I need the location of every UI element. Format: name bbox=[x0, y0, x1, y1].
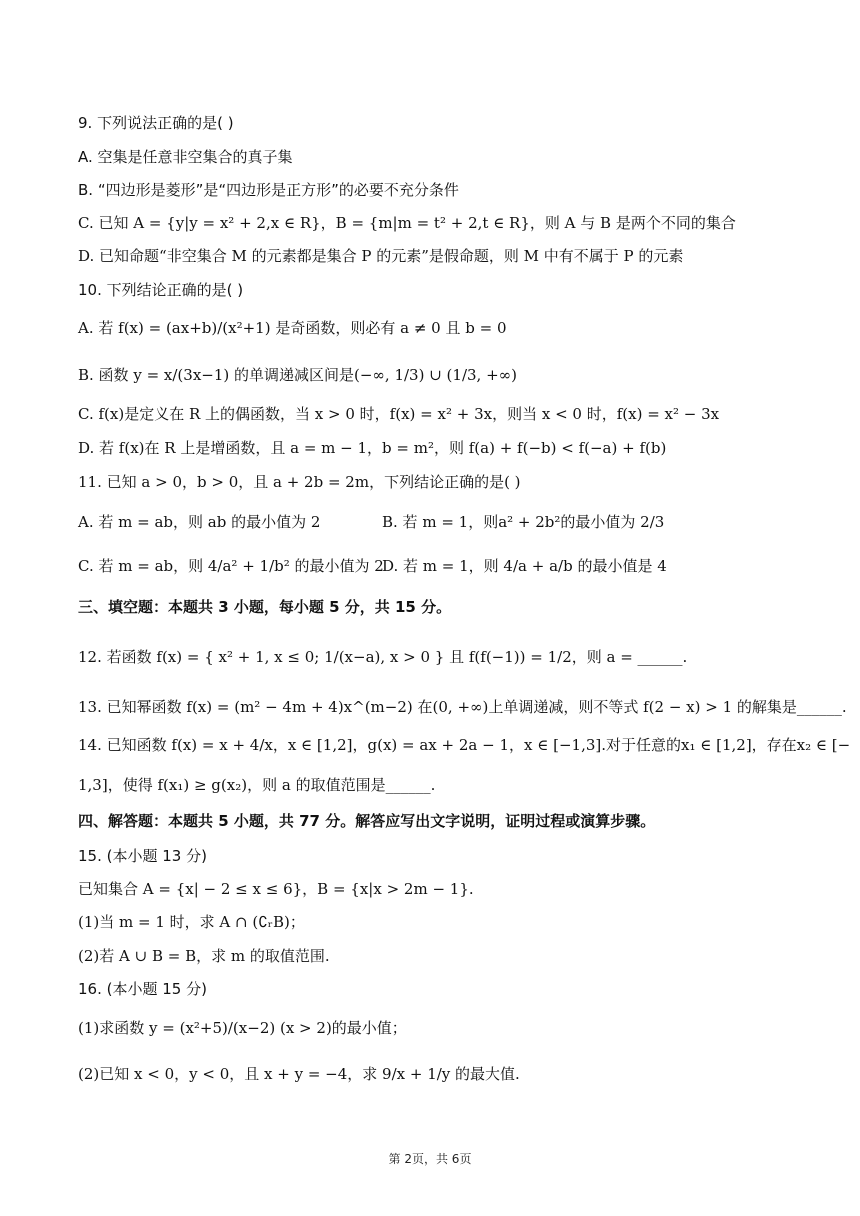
question-16-header: 16. (本小题 15 分) bbox=[78, 980, 207, 998]
section-3-heading: 三、填空题：本题共 3 小题，每小题 5 分，共 15 分。 bbox=[78, 598, 452, 616]
q10-option-a: A. 若 f(x) = (ax+b)/(x²+1) 是奇函数，则必有 a ≠ 0 且 b = 0 bbox=[78, 319, 507, 337]
question-9: 9. 下列说法正确的是( ) bbox=[78, 114, 234, 132]
question-15-part-2: (2)若 A ∪ B = B，求 m 的取值范围. bbox=[78, 947, 330, 965]
q11-option-a: A. 若 m = ab，则 ab 的最小值为 2 bbox=[78, 513, 321, 531]
q9-option-c: C. 已知 A = {y|y = x² + 2,x ∈ R}，B = {m|m = t² + 2,t ∈ R}，则 A 与 B 是两个不同的集合 bbox=[78, 214, 736, 232]
question-15-part-1: (1)当 m = 1 时，求 A ∩ (∁ᵣB)； bbox=[78, 913, 305, 931]
question-11: 11. 已知 a > 0，b > 0，且 a + 2b = 2m，下列结论正确的是( ) bbox=[78, 473, 521, 491]
page-footer: 第 2页，共 6页 bbox=[388, 1152, 472, 1166]
question-15-header: 15. (本小题 13 分) bbox=[78, 847, 207, 865]
question-12: 12. 若函数 f(x) = { x² + 1, x ≤ 0; 1/(x−a), x > 0 } 且 f(f(−1)) = 1/2，则 a = ______. bbox=[78, 648, 688, 666]
question-14-line-2: 1,3]，使得 f(x₁) ≥ g(x₂)，则 a 的取值范围是______. bbox=[78, 776, 436, 794]
q9-option-b: B. “四边形是菱形”是“四边形是正方形”的必要不充分条件 bbox=[78, 181, 459, 199]
question-16-part-2: (2)已知 x < 0，y < 0，且 x + y = −4，求 9/x + 1/y 的最大值. bbox=[78, 1065, 520, 1083]
q10-option-d: D. 若 f(x)在 R 上是增函数，且 a = m − 1，b = m²，则 f(a) + f(−b) < f(−a) + f(b) bbox=[78, 439, 667, 457]
q11-option-c: C. 若 m = ab，则 4/a² + 1/b² 的最小值为 2 bbox=[78, 557, 384, 575]
question-14-line-1: 14. 已知函数 f(x) = x + 4/x，x ∈ [1,2]，g(x) = ax + 2a − 1，x ∈ [−1,3].对于任意的x₁ ∈ [1,2]，存在x₂ ∈ [− bbox=[78, 736, 851, 754]
q11-option-d: D. 若 m = 1，则 4/a + a/b 的最小值是 4 bbox=[382, 557, 667, 575]
question-13: 13. 已知幂函数 f(x) = (m² − 4m + 4)x^(m−2) 在(0, +∞)上单调递减，则不等式 f(2 − x) > 1 的解集是______. bbox=[78, 698, 847, 716]
section-4-heading: 四、解答题：本题共 5 小题，共 77 分。解答应写出文字说明，证明过程或演算步骤。 bbox=[78, 812, 656, 830]
q10-option-b: B. 函数 y = x/(3x−1) 的单调递减区间是(−∞, 1/3) ∪ (1/3, +∞) bbox=[78, 366, 518, 384]
question-16-part-1: (1)求函数 y = (x²+5)/(x−2) (x > 2)的最小值； bbox=[78, 1019, 407, 1037]
q11-option-b: B. 若 m = 1，则a² + 2b²的最小值为 2/3 bbox=[382, 513, 665, 531]
q10-option-c: C. f(x)是定义在 R 上的偶函数，当 x > 0 时，f(x) = x² + 3x，则当 x < 0 时，f(x) = x² − 3x bbox=[78, 405, 720, 423]
question-15-stem: 已知集合 A = {x| − 2 ≤ x ≤ 6}，B = {x|x > 2m − 1}. bbox=[78, 880, 474, 898]
q9-option-a: A. 空集是任意非空集合的真子集 bbox=[78, 148, 293, 166]
q9-option-d: D. 已知命题“非空集合 M 的元素都是集合 P 的元素”是假命题，则 M 中有不属于 P 的元素 bbox=[78, 247, 684, 265]
question-10: 10. 下列结论正确的是( ) bbox=[78, 281, 244, 299]
